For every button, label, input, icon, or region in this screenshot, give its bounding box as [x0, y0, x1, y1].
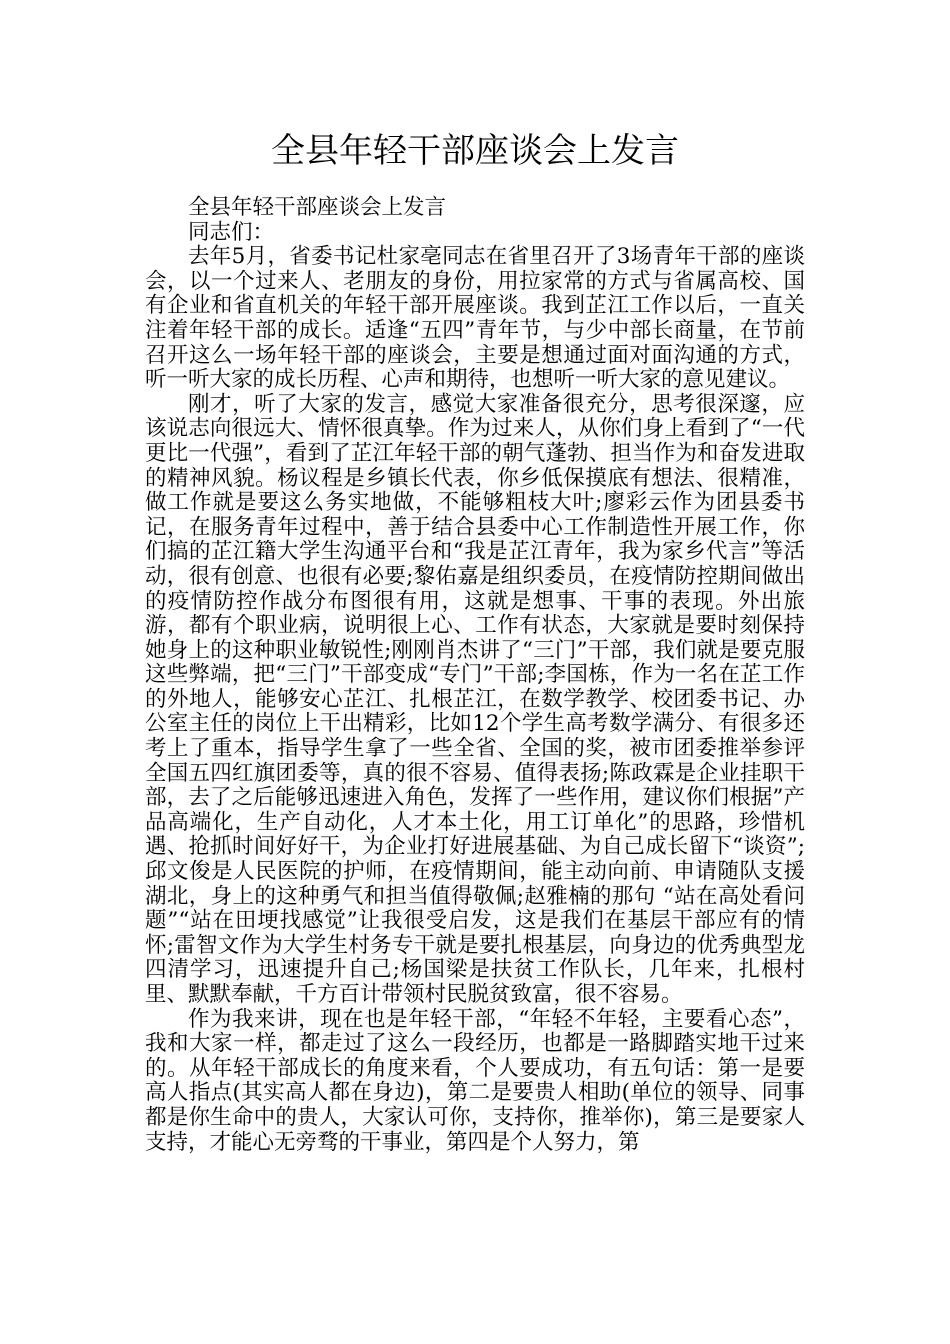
document-title: 全县年轻干部座谈会上发言: [271, 131, 679, 171]
document-body: [145, 196, 805, 1155]
paragraph-3: 作为我来讲，现在也是年轻干部，“年轻不年轻，主要看心态”，我和大家一样，都走过了这么一段经历，也都是一路脚踏实地干过来的。从年轻干部成长的角度来看，个人要成功，有五句话：第一是要高人指点(其实高人都在身边)，第二是要贵人相助(单位的领导、同事都是你生命中的贵人，大家认可你，支持你，推举你)，第三是要家人支持，才能心无旁骛的干事业，第四是个人努力，第: [145, 1006, 805, 1155]
paragraph-2: 刚才，听了大家的发言，感觉大家准备很充分，思考很深邃，应该说志向很远大、情怀很真挚。作为过来人，从你们身上看到了“一代更比一代强”，看到了芷江年轻干部的朝气蓬勃、担当作为和奋发进取的精神风貌。杨议程是乡镇长代表，你乡低保摸底有想法、很精准，做工作就是要这么务实地做，不能够粗枝大叶;廖彩云作为团县委书记，在服务青年过程中，善于结合县委中心工作制造性开展工作，你们搞的芷江籍大学生沟通平台和“我是芷江青年，我为家乡代言”等活动，很有创意、也很有必要;黎佑嘉是组织委员，在疫情防控期间做出的疫情防控作战分布图很有用，这就是想事、干事的表现。外出旅游，都有个职业病，说明很上心、工作有状态，大家就是要时刻保持她身上的这种职业敏锐性;刚刚肖杰讲了“三门”干部，我们就是要克服这些弊端，把“三门”干部变成“专门”干部;李国栋，作为一名在芷工作的外地人，能够安心芷江、扎根芷江，在数学教学、校团委书记、办公室主任的岗位上干出精彩，比如12个学生高考数学满分、有很多还考上了重本，指导学生拿了一些全省、全国的奖，被市团委推举参评全国五四红旗团委等，真的很不容易、值得表扬;陈政霖是企业挂职干部，去了之后能够迅速进入角色，发挥了一些作用，建议你们根据”产品高端化，生产自动化，人才本土化，用工订单化”的思路，珍惜机遇、抢抓时间好好干，为企业打好进展基础、为自己成长留下“谈资”;邱文俊是人民医院的护师，在疫情期间，能主动向前、申请随队支援湖北，身上的这种勇气和担当值得敬佩;赵雅楠的那句 “站在高处看问题”“站在田埂找感觉”让我很受启发，这是我们在基层干部应有的情怀;雷智文作为大学生村务专干就是要扎根基层，向身边的优秀典型龙四清学习，迅速提升自己;杨国梁是扶贫工作队长，几年来，扎根村里、默默奉献，千方百计带领村民脱贫致富，很不容易。: [145, 391, 805, 1007]
salutation: 同志们：: [188, 219, 275, 245]
paragraph-1: 去年5月，省委书记杜家亳同志在省里召开了3场青年干部的座谈会，以一个过来人、老朋友的身份，用拉家常的方式与省属高校、国有企业和省直机关的年轻干部开展座谈。我到芷江工作以后，一直关注着年轻干部的成长。适逢“五四”青年节，与少中部长商量，在节前召开这么一场年轻干部的座谈会，主要是想通过面对面沟通的方式，听一听大家的成长历程、心声和期待，也想听一听大家的意见建议。: [145, 244, 805, 393]
document-subtitle: 全县年轻干部座谈会上发言: [188, 195, 447, 220]
